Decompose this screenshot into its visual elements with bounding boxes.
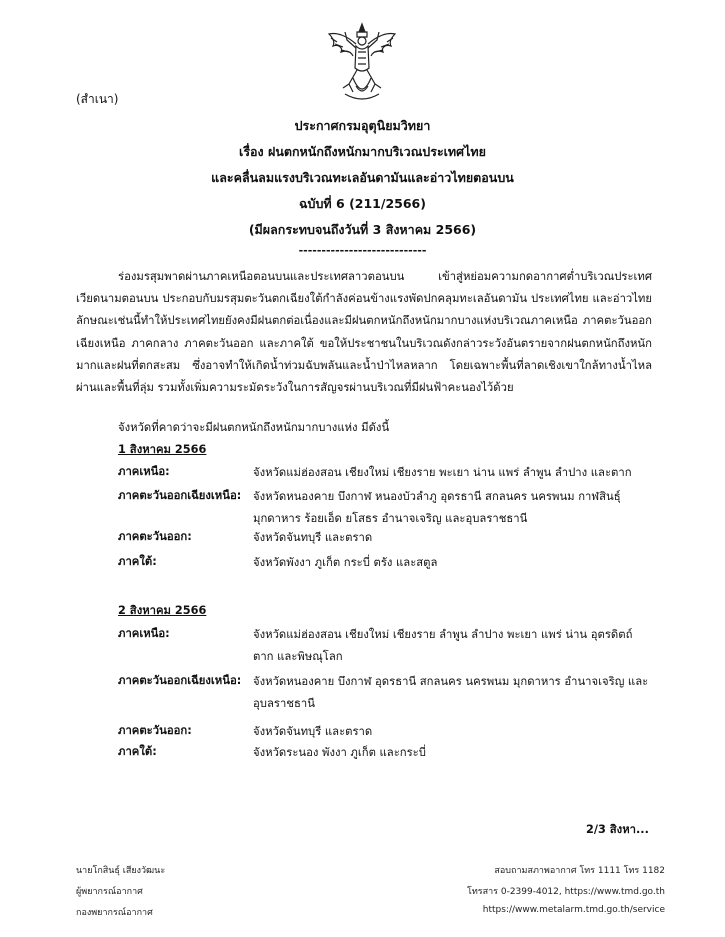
region-label: ภาคเหนือ: — [118, 627, 170, 640]
service-link[interactable]: https://www.metalarm.tmd.go.th/service — [482, 905, 665, 915]
forecaster-division: กองพยากรณ์อากาศ — [76, 908, 153, 918]
region-label: ภาคใต้: — [118, 555, 157, 568]
region-label: ภาคเหนือ: — [118, 465, 170, 478]
forecaster-name: นายโกสินธุ์ เสียงวัฒนะ — [76, 866, 166, 876]
province-list: จังหวัดหนองคาย บึงกาฬ หนองบัวลำภู อุดรธานี สกลนคร นครพนม กาฬสินธุ์ มุกดาหาร ร้อยเอ็ด ยโสธร อำนาจเจริญ และอุบลราชธานี — [253, 490, 621, 525]
body-paragraph — [76, 266, 652, 399]
province-list-intro: จังหวัดที่คาดว่าจะมีฝนตกหนักถึงหนักมากบางแห่ง มีดังนี้ — [118, 421, 390, 434]
announcement-title: ประกาศกรมอุตุนิยมวิทยา — [294, 118, 431, 133]
region-label: ภาคตะวันออกเฉียงเหนือ: — [118, 489, 242, 502]
contact-fax-website: โทรสาร 0-2399-4012, https://www.tmd.go.th — [467, 887, 665, 897]
page-continuation: 2/3 สิงหา... — [586, 823, 649, 836]
province-list: จังหวัดพังงา ภูเก็ต กระบี่ ตรัง และสตูล — [253, 556, 438, 569]
province-list: จังหวัดแม่ฮ่องสอน เชียงใหม่ เชียงราย ลำพูน ลำปาง พะเยา แพร่ น่าน อุตรดิตถ์ ตาก และพิษณุโลก — [253, 628, 633, 663]
body-paragraph-text: ร่องมรสุมพาดผ่านภาคเหนือตอนบนและประเทศลาวตอนบน เข้าสู่หย่อมความกดอากาศต่ำบริเวณประเทศเวียดนามตอนบน ประกอบกับมรสุมตะวันตกเฉียงใต้กำลังค่อนข้างแรงพัดปกคลุมทะเลอันดามัน ประเทศไทย และอ่าวไทย ลักษณะเช่นนี้ทำให้ประเทศไทยยังคงมีฝนตกต่อเนื่องและมีฝนตกหนักถึงหนักมากบางแห่งบริเวณภาคเหนือ ภาคตะวันออกเฉียงเหนือ ภาคกลาง ภาคตะวันออก และภาคใต้ ขอให้ประชาชนในบริเวณดังกล่าวระวังอันตรายจากฝนตกหนักถึงหนักมากและฝนที่ตกสะสม ซึ่งอาจทำให้เกิดน้ำท่วมฉับพลันและน้ำป่าไหลหลาก โดยเฉพาะพื้นที่ลาดเชิงเขาใกล้ทางน้ำไหลผ่านและพื้นที่ลุ่ม รวมทั้งเพิ่มความระมัดระวังในการสัญจรผ่านบริเวณที่มีฝนฟ้าคะนองไว้ด้วย — [76, 270, 652, 395]
subject-line: เรื่อง ฝนตกหนักถึงหนักมากบริเวณประเทศไทย — [239, 144, 486, 159]
province-list: จังหวัดระนอง พังงา ภูเก็ต และกระบี่ — [253, 746, 426, 759]
effective-date: (มีผลกระทบจนถึงวันที่ 3 สิงหาคม 2566) — [248, 222, 477, 237]
garuda-emblem — [323, 22, 401, 104]
province-list: จังหวัดจันทบุรี และตราด — [253, 725, 373, 738]
province-list: จังหวัดจันทบุรี และตราด — [253, 531, 373, 544]
copy-mark: (สำเนา) — [76, 92, 119, 106]
forecast-date: 2 สิงหาคม 2566 — [118, 604, 207, 617]
province-list: จังหวัดหนองคาย บึงกาฬ อุดรธานี สกลนคร นครพนม มุกดาหาร อำนาจเจริญ และอุบลราชธานี — [253, 675, 649, 710]
region-label: ภาคตะวันออกเฉียงเหนือ: — [118, 674, 242, 687]
region-label: ภาคใต้: — [118, 745, 157, 758]
contact-phone: สอบถามสภาพอากาศ โทร 1111 โทร 1182 — [494, 866, 665, 876]
header-divider: ---------------------------- — [298, 244, 427, 257]
region-label: ภาคตะวันออก: — [118, 724, 192, 737]
subject-line-2: และคลื่นลมแรงบริเวณทะเลอันดามันและอ่าวไทยตอนบน — [211, 170, 514, 185]
province-list: จังหวัดแม่ฮ่องสอน เชียงใหม่ เชียงราย พะเยา น่าน แพร่ ลำพูน ลำปาง และตาก — [253, 466, 632, 479]
forecast-date: 1 สิงหาคม 2566 — [118, 443, 207, 456]
region-label: ภาคตะวันออก: — [118, 530, 192, 543]
issue-number: ฉบับที่ 6 (211/2566) — [299, 196, 426, 211]
forecaster-title: ผู้พยากรณ์อากาศ — [76, 887, 143, 897]
